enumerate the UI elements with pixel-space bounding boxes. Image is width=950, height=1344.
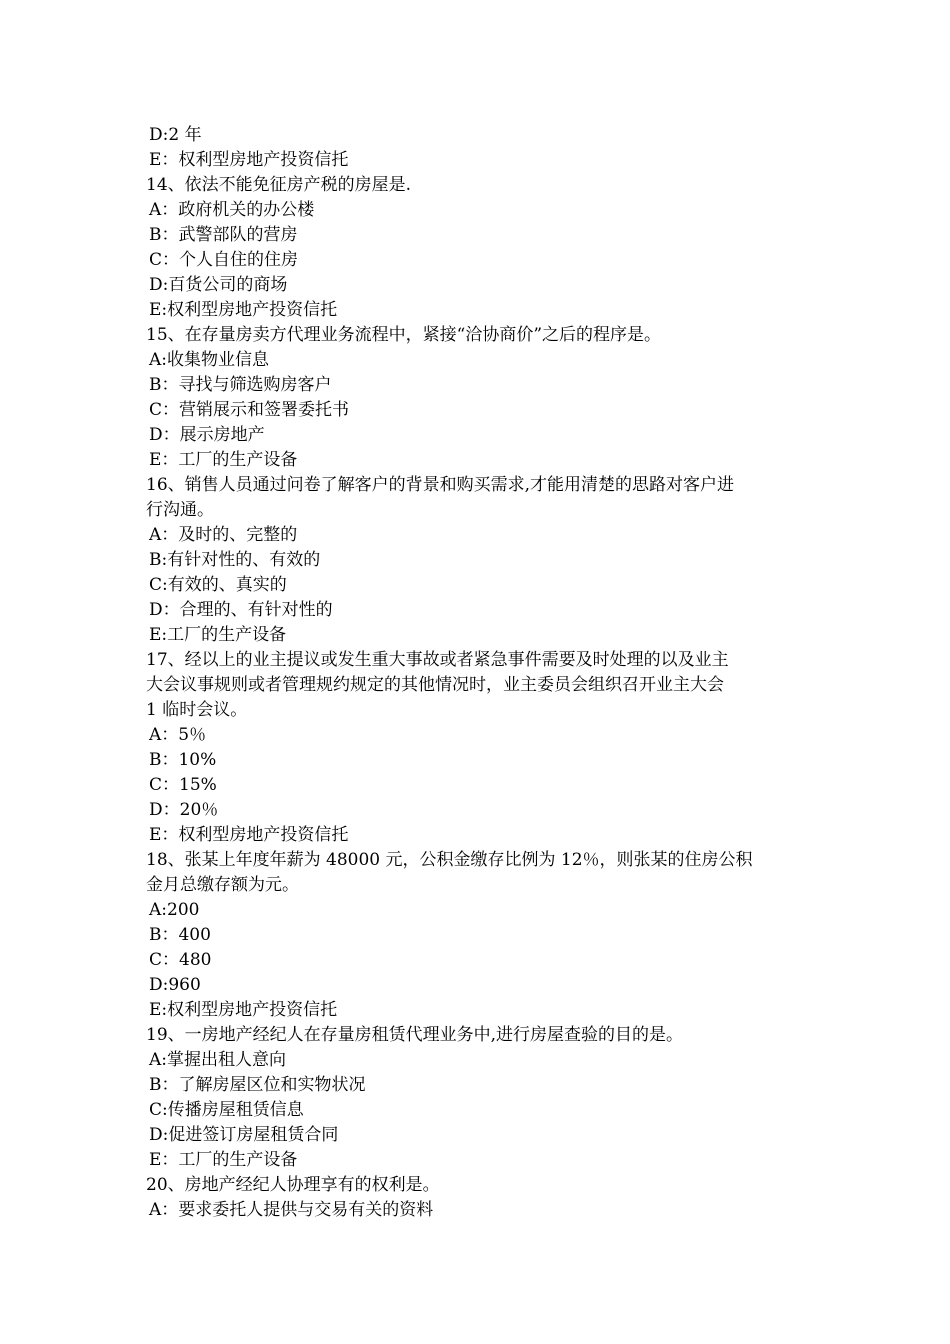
answer-option-line: E：工厂的生产设备 [149,450,298,470]
answer-option-line: E：权利型房地产投资信托 [149,150,349,170]
question-text-line: 行沟通。 [146,500,214,520]
answer-option-line: C：营销展示和签署委托书 [149,400,350,420]
answer-option-line: D:960 [149,975,201,995]
answer-option-line: E：权利型房地产投资信托 [149,825,349,845]
question-text-line: 20、房地产经纪人协理享有的权利是。 [146,1175,440,1195]
question-text-line: 16、销售人员通过问卷了解客户的背景和购买需求,才能用清楚的思路对客户进 [146,475,735,495]
question-text-line: 17、经以上的业主提议或发生重大事故或者紧急事件需要及时处理的以及业主 [146,650,729,670]
question-text-line: 金月总缴存额为元。 [146,875,299,895]
answer-option-line: B：400 [149,925,211,945]
answer-option-line: C:有效的、真实的 [149,575,287,595]
answer-option-line: B:有针对性的、有效的 [149,550,321,570]
answer-option-line: D：合理的、有针对性的 [149,600,333,620]
answer-option-line: B：武警部队的营房 [149,225,298,245]
answer-option-line: E：工厂的生产设备 [149,1150,298,1170]
answer-option-line: B：寻找与筛选购房客户 [149,375,332,395]
document-body [146,123,814,1223]
answer-option-line: A:200 [149,900,200,920]
answer-option-line: A：及时的、完整的 [149,525,298,545]
answer-option-line: B：10% [149,750,217,770]
answer-option-line: E:权利型房地产投资信托 [149,1000,338,1020]
answer-option-line: A：要求委托人提供与交易有关的资料 [149,1200,434,1220]
answer-option-line: A：政府机关的办公楼 [149,200,315,220]
answer-option-line: E:权利型房地产投资信托 [149,300,338,320]
answer-option-line: B：了解房屋区位和实物状况 [149,1075,366,1095]
question-text-line: 大会议事规则或者管理规约规定的其他情况时，业主委员会组织召开业主大会 [146,675,724,695]
answer-option-line: D:促进签订房屋租赁合同 [149,1125,339,1145]
answer-option-line: C：480 [149,950,212,970]
answer-option-line: A:掌握出租人意向 [149,1050,287,1070]
answer-option-line: C：15% [149,775,217,795]
question-text-line: 15、在存量房卖方代理业务流程中，紧接“洽协商价”之后的程序是。 [146,325,662,345]
answer-option-line: A：5％ [149,725,207,745]
answer-option-line: C:传播房屋租赁信息 [149,1100,304,1120]
question-text-line: 18、张某上年度年薪为 48000 元，公积金缴存比例为 12％，则张某的住房公积 [146,850,753,870]
answer-option-line: E:工厂的生产设备 [149,625,287,645]
answer-option-line: D:2 年 [149,125,202,145]
question-text-line: 14、依法不能免征房产税的房屋是. [146,175,412,195]
answer-option-line: D:百货公司的商场 [149,275,288,295]
answer-option-line: A:收集物业信息 [149,350,270,370]
answer-option-line: C：个人自住的住房 [149,250,299,270]
question-text-line: 19、一房地产经纪人在存量房租赁代理业务中,进行房屋查验的目的是。 [146,1025,684,1045]
question-text-line: 1 临时会议。 [146,700,248,720]
answer-option-line: D：20％ [149,800,219,820]
answer-option-line: D：展示房地产 [149,425,265,445]
